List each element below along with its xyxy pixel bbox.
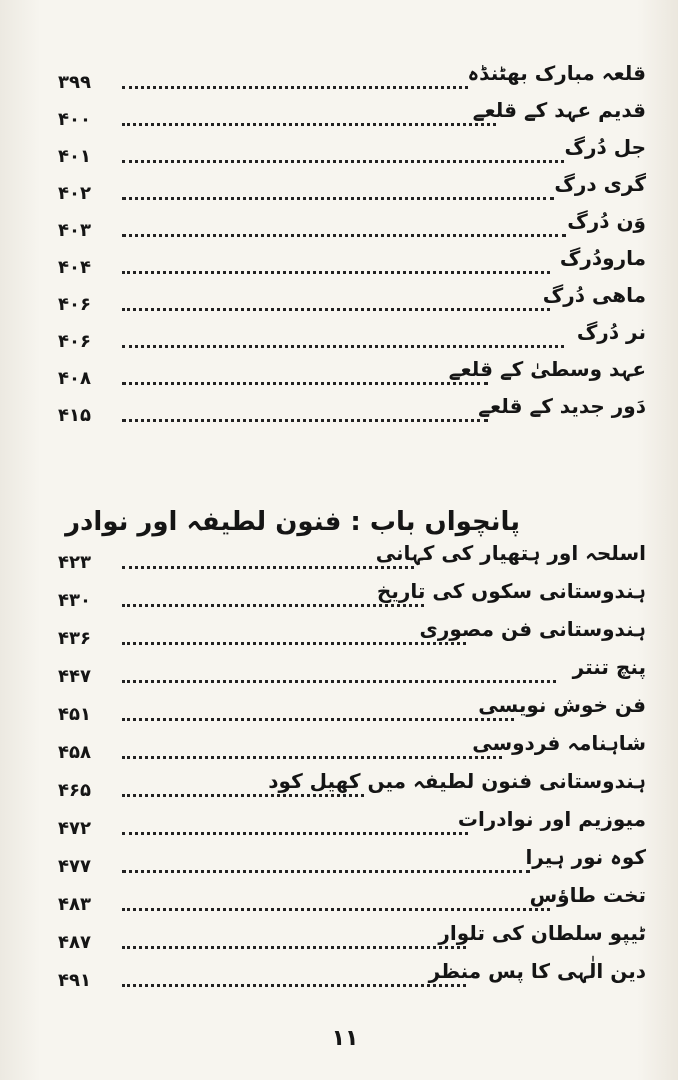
toc-entry-title: جل دُرگ (564, 135, 646, 159)
toc-entry-page: ۴۷۷ (58, 856, 91, 877)
toc-leader-dots (122, 230, 566, 237)
toc-entry-title: گری درگ (554, 172, 646, 196)
toc-entry-title: شاہنامہ فردوسی (472, 731, 646, 755)
toc-entry-page: ۴۲۳ (58, 552, 91, 573)
toc-entry-page: ۴۵۱ (58, 704, 91, 725)
toc-entry (58, 880, 646, 914)
toc-entry (58, 132, 646, 166)
toc-entry (58, 728, 646, 762)
toc-entry (58, 956, 646, 990)
toc-entry-title: مارودُرگ (559, 246, 646, 270)
toc-leader-dots (122, 866, 530, 873)
toc-leader-dots (122, 156, 564, 163)
toc-entry-page: ۴۸۷ (58, 932, 91, 953)
toc-entry-title: اسلحہ اور ہتھیار کی کہانی (375, 541, 646, 565)
toc-entry-title: دین الٰہی کا پس منظر (428, 959, 646, 983)
toc-leader-dots (122, 82, 468, 89)
toc-entry (58, 169, 646, 203)
toc-leader-dots (122, 790, 364, 797)
toc-entry (58, 690, 646, 724)
toc-leader-dots (122, 828, 468, 835)
toc-entry-page: ۴۱۵ (58, 405, 91, 426)
toc-leader-dots (122, 267, 550, 274)
toc-entry (58, 614, 646, 648)
toc-leader-dots (122, 904, 550, 911)
toc-entry-page: ۴۳۰ (58, 590, 91, 611)
toc-entry-title: ہندوستانی سکوں کی تاریخ (376, 579, 646, 603)
toc-entry-page: ۴۹۱ (58, 970, 91, 991)
toc-entry (58, 538, 646, 572)
toc-entry-title: ٹیپو سلطان کی تلوار (438, 921, 646, 945)
toc-entry-page: ۳۹۹ (58, 72, 91, 93)
toc-entry-page: ۴۵۸ (58, 742, 91, 763)
toc-entry-title: پنچ تنتر (572, 655, 646, 679)
toc-entry (58, 280, 646, 314)
toc-entry (58, 354, 646, 388)
toc-entry-page: ۴۰۴ (58, 257, 91, 278)
toc-section-fine-arts (58, 538, 646, 1008)
toc-entry (58, 652, 646, 686)
toc-entry-title: فن خوش نویسی (478, 693, 646, 717)
toc-entry-page: ۴۳۶ (58, 628, 91, 649)
toc-entry-page: ۴۶۵ (58, 780, 91, 801)
toc-entry-page: ۴۴۷ (58, 666, 91, 687)
toc-entry-title: وَن دُرگ (567, 209, 646, 233)
toc-entry-title: ہندوستانی فن مصوری (419, 617, 646, 641)
toc-leader-dots (122, 119, 496, 126)
toc-leader-dots (122, 942, 466, 949)
toc-leader-dots (122, 638, 466, 645)
chapter-heading: پانچواں باب : فنون لطیفہ اور نوادر (65, 507, 520, 537)
toc-entry (58, 58, 646, 92)
toc-entry-title: نر دُرگ (576, 320, 646, 344)
toc-leader-dots (122, 980, 466, 987)
toc-entry (58, 842, 646, 876)
toc-entry-title: میوزیم اور نوادرات (457, 807, 646, 831)
toc-entry-page: ۴۰۰ (58, 109, 91, 130)
toc-leader-dots (122, 562, 414, 569)
toc-entry (58, 804, 646, 838)
toc-entry (58, 317, 646, 351)
toc-entry-title: کوہ نور ہیرا (525, 845, 646, 869)
toc-leader-dots (122, 415, 488, 422)
toc-leader-dots (122, 193, 554, 200)
toc-entry-page: ۴۷۲ (58, 818, 91, 839)
toc-entry (58, 206, 646, 240)
toc-entry-title: ماھی دُرگ (542, 283, 646, 307)
toc-entry-title: تخت طاؤس (529, 883, 646, 907)
toc-leader-dots (122, 752, 502, 759)
toc-entry (58, 243, 646, 277)
toc-entry-page: ۴۰۸ (58, 368, 91, 389)
toc-entry-title: قدیم عہد کے قلعے (472, 98, 646, 122)
toc-entry (58, 95, 646, 129)
toc-entry-title: ہندوستانی فنون لطیفہ میں کھیل کود (268, 769, 646, 793)
toc-entry-page: ۴۸۳ (58, 894, 91, 915)
toc-entry (58, 766, 646, 800)
toc-entry-page: ۴۰۱ (58, 146, 91, 167)
toc-leader-dots (122, 676, 556, 683)
toc-entry-page: ۴۰۲ (58, 183, 91, 204)
toc-entry (58, 391, 646, 425)
toc-section-forts (58, 58, 646, 448)
toc-leader-dots (122, 600, 424, 607)
toc-leader-dots (122, 378, 488, 385)
toc-leader-dots (122, 341, 564, 348)
toc-entry-title: عہد وسطیٰ کے قلعے (448, 357, 646, 381)
toc-leader-dots (122, 304, 550, 311)
page-number: ۱۱ (331, 1026, 359, 1051)
toc-entry-title: قلعہ مبارک بھٹنڈہ (467, 61, 646, 85)
toc-entry (58, 918, 646, 952)
toc-entry-page: ۴۰۶ (58, 294, 91, 315)
toc-entry-page: ۴۰۳ (58, 220, 91, 241)
toc-entry-page: ۴۰۶ (58, 331, 91, 352)
toc-entry (58, 576, 646, 610)
toc-leader-dots (122, 714, 514, 721)
toc-entry-title: دَور جدید کے قلعے (478, 394, 646, 418)
